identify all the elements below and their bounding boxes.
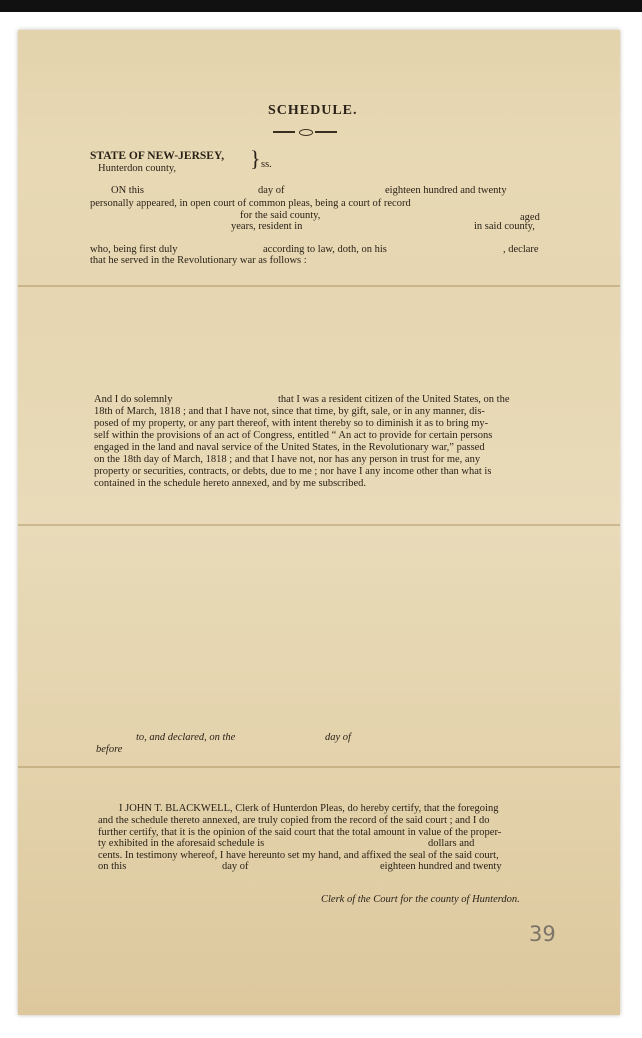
sworn-text: to, and declared, on the xyxy=(136,732,236,743)
p1-said-county: in said county, xyxy=(474,221,535,232)
fold-line xyxy=(18,285,620,287)
oath-line-2: posed of my property, or any part thereof, with intent thereby so to diminish it as to bring my- xyxy=(94,418,489,429)
county-heading: Hunterdon county, xyxy=(98,163,177,174)
oath-line-6: property or securities, contracts, or debts, due to me ; nor have I any income other than what is xyxy=(94,466,492,477)
cert-line-2: further certify, that it is the opinion of the said court that the total amount in value of the proper- xyxy=(98,827,502,838)
p1-day-of: day of xyxy=(258,185,285,196)
fold-line xyxy=(18,766,620,768)
brace: } xyxy=(250,146,261,171)
oath-line-7: contained in the schedule hereto annexed, and by me subscribed. xyxy=(94,478,367,489)
cert-on-this: on this xyxy=(98,861,127,872)
top-edge-bar xyxy=(0,0,642,12)
p2-who: who, being first duly xyxy=(90,244,178,255)
title-ornament xyxy=(273,128,337,136)
cert-dollars: dollars and xyxy=(428,838,475,849)
p2-according: according to law, doth, on his xyxy=(263,244,387,255)
oath-line-0b: that I was a resident citizen of the United States, on the xyxy=(278,394,510,405)
cert-day-of: day of xyxy=(222,861,249,872)
cert-eighteen: eighteen hundred and twenty xyxy=(380,861,502,872)
cert-line-1: and the schedule thereto annexed, are truly copied from the record of the said court ; and I do xyxy=(98,815,490,826)
oath-line-3: self within the provisions of an act of Congress, entitled “ An act to provide for certain persons xyxy=(94,430,493,441)
clerk-signature-line: Clerk of the Court for the county of Hunterdon. xyxy=(321,894,520,905)
p2-served: that he served in the Revolutionary war as follows : xyxy=(90,255,307,266)
cert-line-0: I JOHN T. BLACKWELL, Clerk of Hunterdon Pleas, do hereby certify, that the foregoing xyxy=(119,803,499,814)
before-label: before xyxy=(96,744,123,755)
sworn-day-of: day of xyxy=(325,732,351,743)
p1-line2: personally appeared, in open court of common pleas, being a court of record xyxy=(90,198,411,209)
p1-line4: years, resident in xyxy=(231,221,303,232)
p1-on-this: ON this xyxy=(111,185,144,196)
oath-line-5: on the 18th day of March, 1818 ; and that I have not, nor has any person in trust for me, any xyxy=(94,454,481,465)
p1-line3: for the said county, xyxy=(240,210,321,221)
p1-eighteen: eighteen hundred and twenty xyxy=(385,185,507,196)
fold-line xyxy=(18,524,620,526)
cert-line-3: ty exhibited in the aforesaid schedule is xyxy=(98,838,265,849)
cert-line-4: cents. In testimony whereof, I have hereunto set my hand, and affixed the seal of the said court, xyxy=(98,850,499,861)
document-title: SCHEDULE. xyxy=(268,103,358,118)
p1-aged: aged xyxy=(520,212,540,223)
state-heading: STATE OF NEW-JERSEY, xyxy=(90,150,225,162)
p2-declare: , declare xyxy=(503,244,539,255)
oath-line-4: engaged in the land and naval service of the United States, in the Revolutionary war,” passed xyxy=(94,442,485,453)
oath-line-1: 18th of March, 1818 ; and that I have not, since that time, by gift, sale, or in any manner, dis- xyxy=(94,406,485,417)
ss-label: ss. xyxy=(261,159,272,170)
page-number: 39 xyxy=(529,922,556,946)
oath-line-0: And I do solemnly xyxy=(94,394,173,405)
